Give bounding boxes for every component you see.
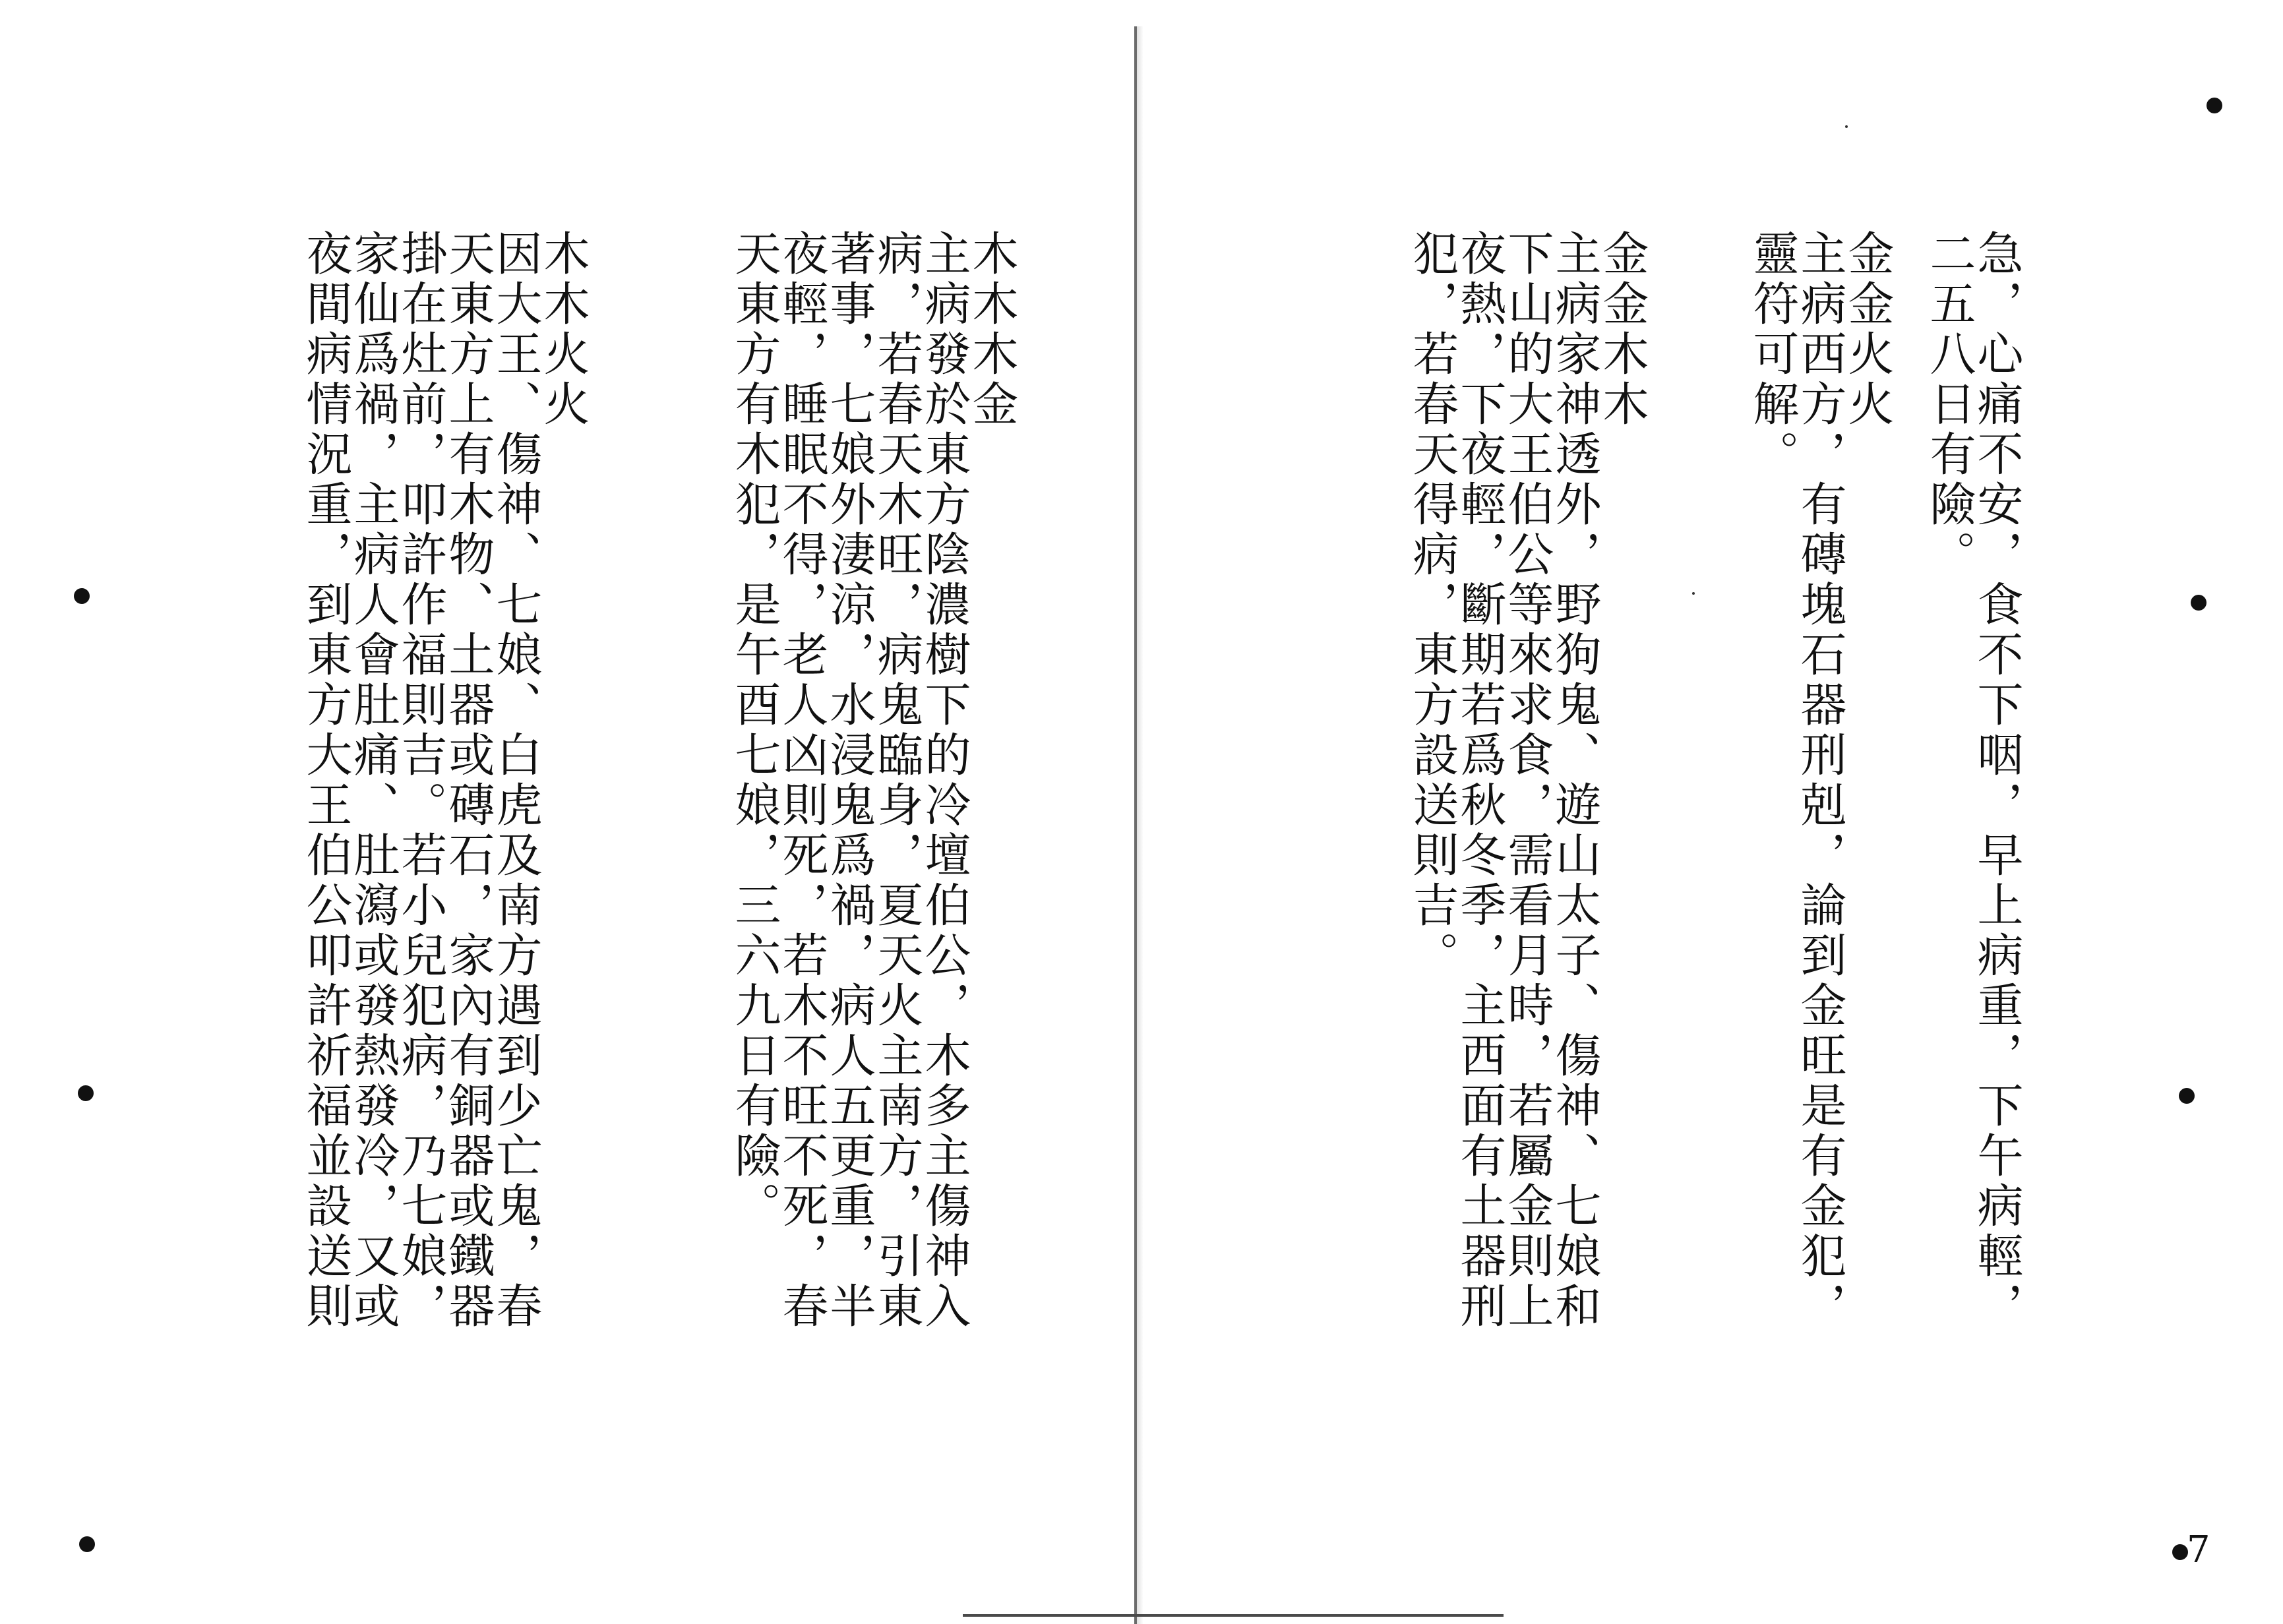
binding-hole [2179,1088,2195,1104]
section-heading-jin-jin-huo-huo: 金金火火 [1841,229,1895,430]
text-column: 夜熱，下夜輕，斷期若爲秋冬季，主西面有土器刑 [1453,229,1507,1332]
text-column: 家仙爲禍，主病人會肚痛、肚瀉或發熱發冷，又或 [346,229,400,1332]
text-column: 掛在灶前，叩許作福則吉。若小兒犯病，乃七娘， [394,229,448,1332]
text-column: 主病家神透外，野狗鬼、遊山太子、傷神、七娘和 [1548,229,1602,1332]
text-column: 主病發於東方陰濃樹下的冷壇伯公，木多主傷神入 [917,229,971,1332]
binding-hole [2172,1544,2188,1560]
binding-hole [78,1085,94,1101]
text-column: 下山的大王伯公等來求食，需看月時，若屬金則上 [1500,229,1554,1332]
text-column: 主病西方，有磚塊石器刑剋，論到金旺是有金犯， [1793,229,1847,1332]
text-column: 天東方上有木物、土器或磚石，家內有銅器或鐵器 [441,229,495,1332]
text-column: 急，心痛不安，食不下咽，早上病重，下午病輕， [1970,229,2024,1332]
binding-hole [74,588,90,604]
binding-hole [2191,595,2207,611]
text-column: 病，若春天木旺，病鬼臨身，夏天火主南方，引東 [870,229,924,1332]
scan-speck [1692,592,1695,595]
page-number: 7 [2187,1528,2210,1571]
text-column: 二五八日有險。 [1922,229,1976,580]
binding-hole [79,1536,95,1552]
right-page [1137,0,2283,1624]
left-page [0,0,1134,1624]
scan-speck [1845,125,1848,128]
binding-hole [2207,98,2222,113]
text-column: 夜間病情況重，到東方大王伯公叩許祈福並設送則 [299,229,353,1332]
text-column: 著事，七娘外淒涼，水浸鬼爲禍，病人五更重，半 [822,229,876,1332]
text-column: 犯，若春天得病，東方設送則吉。 [1405,229,1459,981]
section-heading-mu-mu-mu-jin: 木木木金 [965,229,1019,430]
section-heading-jin-jin-mu-mu: 金金木木 [1595,229,1649,430]
text-column: 天東方有木犯，是午酉七娘，三六九日有險。 [727,229,781,1232]
text-column: 夜輕，睡眠不得，老人凶則死，若木不旺不死，春 [775,229,829,1332]
text-column: 靈符可解。 [1746,229,1800,480]
section-heading-mu-mu-huo-huo: 木木火火 [536,229,590,430]
text-column: 因大王、傷神、七娘、白虎及南方遇到少亡鬼，春 [489,229,543,1332]
